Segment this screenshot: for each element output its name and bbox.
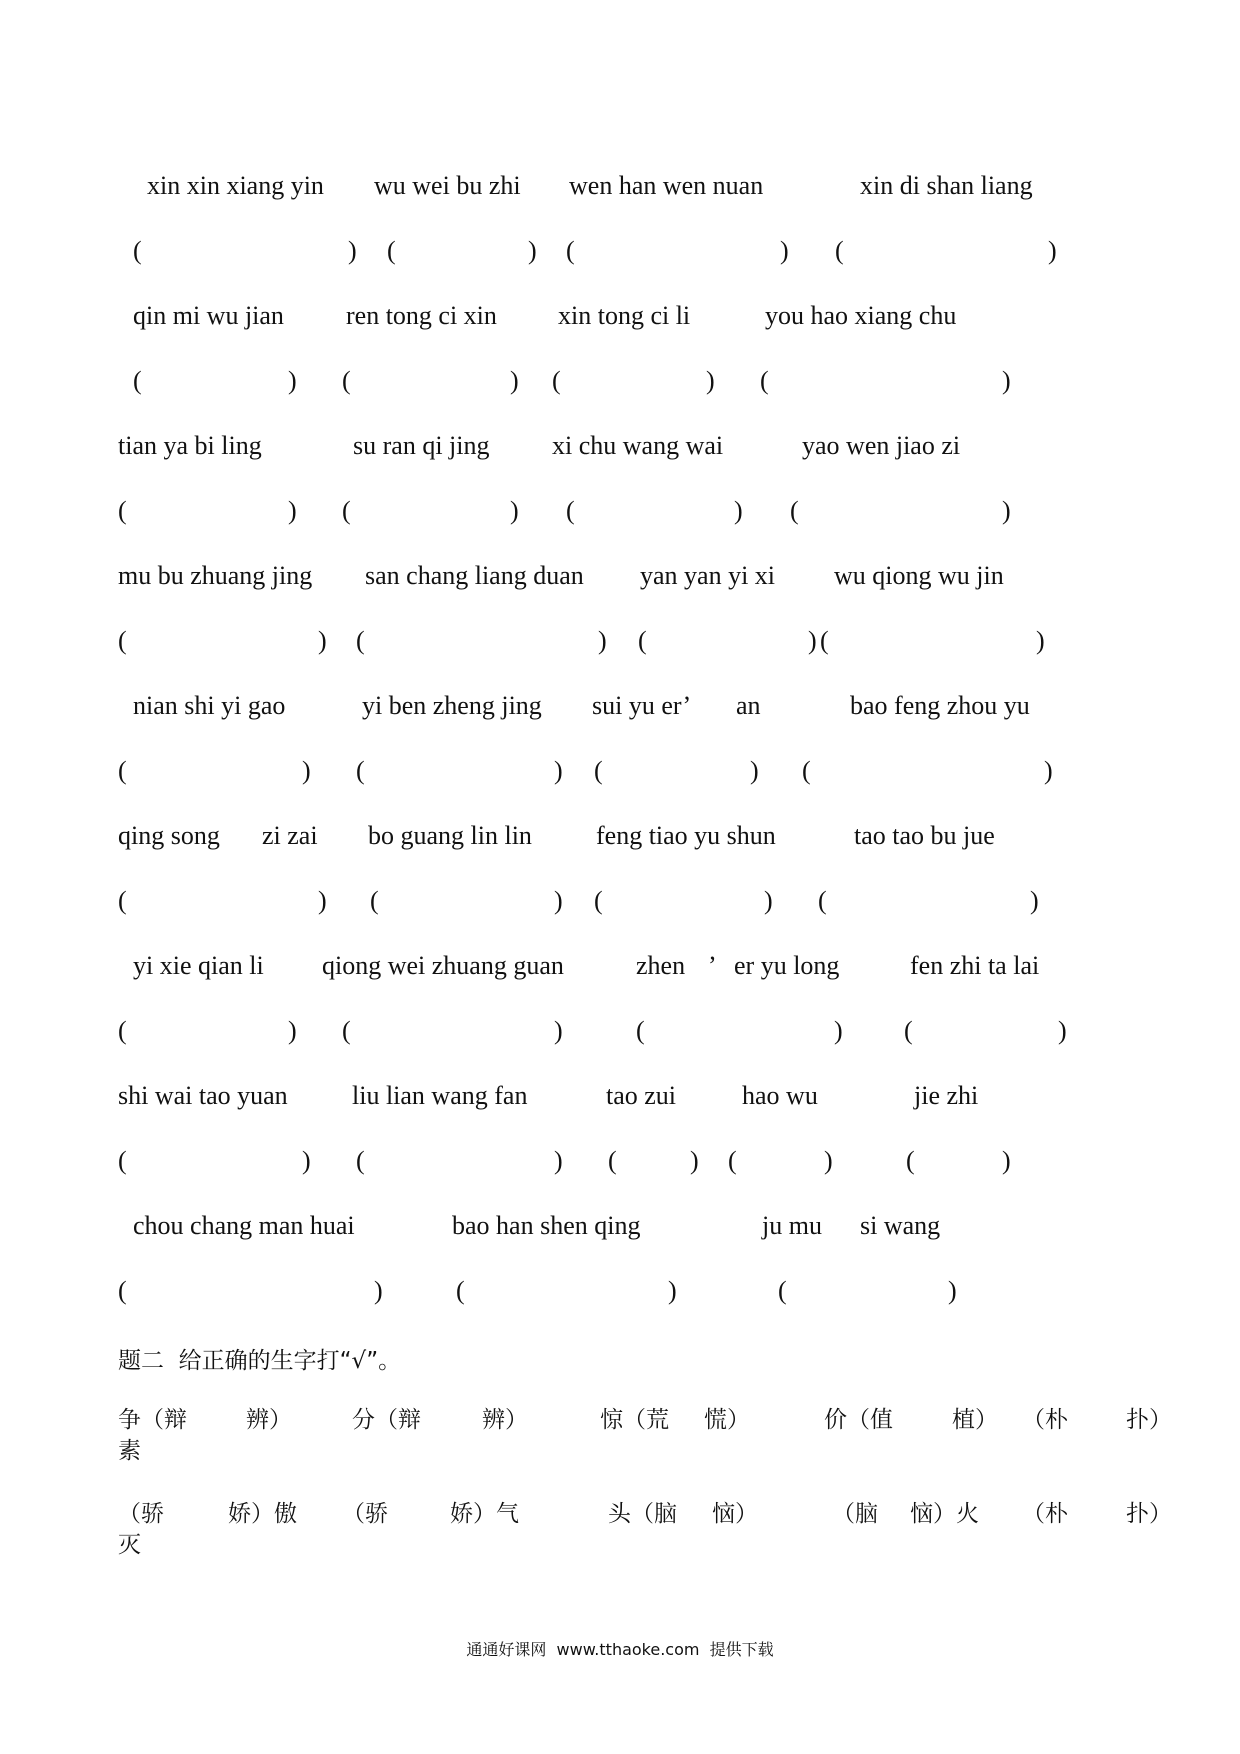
answer-blank-open: ( [906,1146,915,1175]
pinyin-word: qiong wei zhuang guan [322,951,564,980]
answer-blank-open: ( [118,886,127,915]
pinyin-word: hao wu [742,1081,818,1110]
answer-blank-open: ( [566,496,575,525]
pinyin-word: yi ben zheng jing [362,691,542,720]
char-choice: 分（辩 [352,1407,421,1433]
pinyin-word: tao zui [606,1081,677,1110]
pinyin-word: tao tao bu jue [854,821,995,850]
answer-blank-open: ( [728,1146,737,1175]
answer-blank-open: ( [133,236,142,265]
pinyin-word: xin tong ci li [558,301,691,330]
answer-blank-close: ) [734,496,743,525]
pinyin-word: fen zhi ta lai [910,951,1040,980]
pinyin-word: you hao xiang chu [765,301,957,330]
char-choice-wrap: 素 [118,1438,141,1464]
char-choice: 惊（荒 [600,1407,669,1433]
answer-blank-open: ( [342,366,351,395]
answer-blank-close: ) [834,1016,843,1045]
pinyin-word: qin mi wu jian [133,301,284,330]
answer-blank-open: ( [760,366,769,395]
char-choice: 辨） [246,1407,292,1433]
answer-blank-close: ) [1048,236,1057,265]
char-choice-wrap: 灭 [118,1532,141,1558]
pinyin-word: wen han wen nuan [569,171,764,200]
answer-blank-open: ( [342,496,351,525]
answer-blank-close: ) [1002,496,1011,525]
answer-blank-open: ( [342,1016,351,1045]
pinyin-word: zhen [636,951,686,980]
char-choice: 娇）傲 [228,1501,297,1527]
char-choice: 植） [952,1407,998,1433]
answer-blank-open: ( [835,236,844,265]
answer-blank-close: ) [554,1146,563,1175]
answer-blank-close: ) [318,626,327,655]
char-choice: （朴 [1022,1407,1068,1433]
char-choice: 争（辩 [118,1407,187,1433]
answer-blank-open: ( [820,626,829,655]
pinyin-word: xin xin xiang yin [147,171,324,200]
char-choice: 辨） [482,1407,528,1433]
answer-blank-open: ( [356,626,365,655]
answer-blank-close: ) [1002,1146,1011,1175]
answer-blank-close: ) [528,236,537,265]
answer-blank-close: ) [750,756,759,785]
answer-blank-close: ) [948,1276,957,1305]
answer-blank-close: ) [690,1146,699,1175]
char-choice: 娇）气 [450,1501,519,1527]
answer-blank-open: ( [790,496,799,525]
pinyin-word: sui yu er’ [592,691,692,720]
pinyin-word: ju mu [762,1211,822,1240]
answer-blank-open: ( [356,756,365,785]
answer-blank-close: ) [374,1276,383,1305]
pinyin-word: mu bu zhuang jing [118,561,313,590]
answer-blank-open: ( [638,626,647,655]
answer-blank-close: ) [554,1016,563,1045]
pinyin-word: xi chu wang wai [552,431,724,460]
answer-blank-close: ) [706,366,715,395]
pinyin-word: su ran qi jing [353,431,490,460]
answer-blank-open: ( [118,626,127,655]
answer-blank-open: ( [370,886,379,915]
char-choice: 慌） [704,1407,750,1433]
answer-blank-open: ( [118,1276,127,1305]
answer-blank-open: ( [387,236,396,265]
answer-blank-close: ) [510,366,519,395]
pinyin-word: nian shi yi gao [133,691,286,720]
answer-blank-close: ) [288,496,297,525]
answer-blank-close: ) [554,886,563,915]
pinyin-word: ’ [708,951,717,980]
pinyin-word: xin di shan liang [860,171,1033,200]
char-choice: 扑） [1126,1407,1172,1433]
answer-blank-open: ( [636,1016,645,1045]
pinyin-word: shi wai tao yuan [118,1081,288,1110]
answer-blank-open: ( [552,366,561,395]
answer-blank-close: ) [1044,756,1053,785]
char-choice: 头（脑 [608,1501,677,1527]
answer-blank-close: ) [1036,626,1045,655]
question-2-title: 题二 给正确的生字打“√”。 [118,1348,402,1374]
answer-blank-open: ( [608,1146,617,1175]
pinyin-word: feng tiao yu shun [596,821,776,850]
pinyin-word: yao wen jiao zi [802,431,961,460]
pinyin-word: jie zhi [914,1081,979,1110]
pinyin-word: chou chang man huai [133,1211,355,1240]
answer-blank-close: ) [510,496,519,525]
answer-blank-open: ( [456,1276,465,1305]
answer-blank-close: ) [668,1276,677,1305]
char-choice: （朴 [1022,1501,1068,1527]
answer-blank-open: ( [594,886,603,915]
pinyin-word: tian ya bi ling [118,431,262,460]
pinyin-word: wu qiong wu jin [834,561,1004,590]
answer-blank-close: ) [1002,366,1011,395]
answer-blank-open: ( [118,1146,127,1175]
answer-blank-open: ( [118,496,127,525]
answer-blank-open: ( [133,366,142,395]
char-choice: 价（值 [824,1407,893,1433]
char-choice: 扑） [1126,1501,1172,1527]
answer-blank-close: ) [808,626,817,655]
answer-blank-close: ) [288,366,297,395]
answer-blank-close: ) [302,756,311,785]
answer-blank-open: ( [818,886,827,915]
char-choice: 恼） [712,1501,758,1527]
char-choice: （骄 [342,1501,388,1527]
pinyin-word: er yu long [734,951,840,980]
answer-blank-close: ) [554,756,563,785]
answer-blank-close: ) [1058,1016,1067,1045]
pinyin-word: qing song [118,821,220,850]
answer-blank-close: ) [824,1146,833,1175]
answer-blank-close: ) [348,236,357,265]
pinyin-word: an [736,691,761,720]
pinyin-word: si wang [860,1211,941,1240]
pinyin-word: yi xie qian li [133,951,264,980]
answer-blank-open: ( [118,756,127,785]
pinyin-word: yan yan yi xi [640,561,776,590]
answer-blank-open: ( [594,756,603,785]
answer-blank-open: ( [118,1016,127,1045]
pinyin-word: bo guang lin lin [368,821,532,850]
pinyin-word: bao han shen qing [452,1211,641,1240]
pinyin-word: liu lian wang fan [352,1081,528,1110]
char-choice: 恼）火 [910,1501,979,1527]
pinyin-word: ren tong ci xin [346,301,497,330]
answer-blank-close: ) [1030,886,1039,915]
answer-blank-open: ( [356,1146,365,1175]
answer-blank-close: ) [764,886,773,915]
answer-blank-open: ( [566,236,575,265]
pinyin-word: wu wei bu zhi [374,171,521,200]
answer-blank-close: ) [598,626,607,655]
answer-blank-close: ) [302,1146,311,1175]
char-choice: （脑 [832,1501,878,1527]
answer-blank-close: ) [318,886,327,915]
answer-blank-close: ) [288,1016,297,1045]
pinyin-word: san chang liang duan [365,561,584,590]
answer-blank-open: ( [904,1016,913,1045]
pinyin-word: bao feng zhou yu [850,691,1030,720]
page-footer: 通通好课网 www.tthaoke.com 提供下载 [466,1640,774,1659]
answer-blank-close: ) [780,236,789,265]
char-choice: （骄 [118,1501,164,1527]
answer-blank-open: ( [778,1276,787,1305]
pinyin-word: zi zai [262,821,318,850]
answer-blank-open: ( [802,756,811,785]
